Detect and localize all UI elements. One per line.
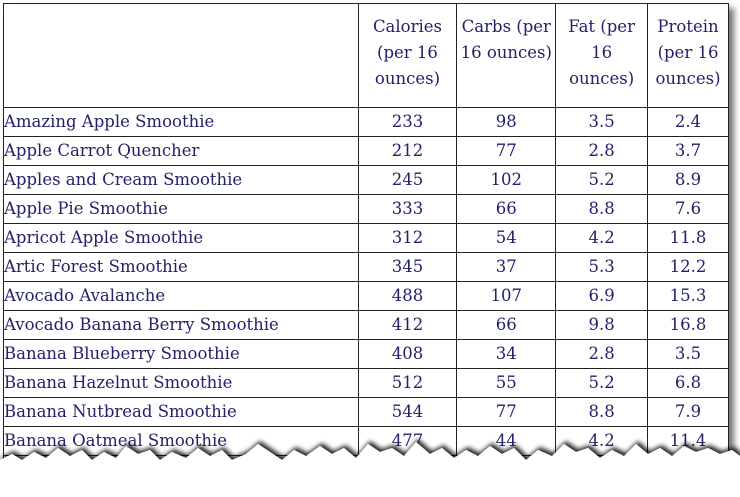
calories-value: 333 xyxy=(358,195,457,224)
smoothie-name: Artic Forest Smoothie xyxy=(4,253,359,282)
carbs-value: 34 xyxy=(457,340,556,369)
calories-value: 412 xyxy=(358,311,457,340)
protein-value: 7.9 xyxy=(648,398,729,427)
carbs-value: 55 xyxy=(457,369,556,398)
header-calories: Calories (per 16 ounces) xyxy=(358,4,457,108)
fat-value: 6.9 xyxy=(556,282,648,311)
fat-value: 4.2 xyxy=(556,427,648,456)
carbs-value: 37 xyxy=(457,253,556,282)
calories-value: 312 xyxy=(358,224,457,253)
carbs-value: 107 xyxy=(457,282,556,311)
smoothie-name: Avocado Banana Berry Smoothie xyxy=(4,311,359,340)
smoothie-name: Banana Blueberry Smoothie xyxy=(4,340,359,369)
smoothie-name: Banana Nutbread Smoothie xyxy=(4,398,359,427)
header-name-column xyxy=(4,4,359,108)
protein-value: 8.9 xyxy=(648,166,729,195)
table-row xyxy=(4,137,729,166)
table-row xyxy=(4,398,729,427)
table-row xyxy=(4,369,729,398)
smoothie-name: Avocado Avalanche xyxy=(4,282,359,311)
calories-value: 477 xyxy=(358,427,457,456)
fat-value: 3.5 xyxy=(556,108,648,137)
calories-value: 544 xyxy=(358,398,457,427)
carbs-value: 66 xyxy=(457,311,556,340)
table-row xyxy=(4,282,729,311)
protein-value: 11.8 xyxy=(648,224,729,253)
smoothie-name: Banana Hazelnut Smoothie xyxy=(4,369,359,398)
calories-value: 233 xyxy=(358,108,457,137)
table-row xyxy=(4,166,729,195)
fat-value: 5.2 xyxy=(556,166,648,195)
carbs-value: 77 xyxy=(457,137,556,166)
calories-value: 245 xyxy=(358,166,457,195)
fat-value: 8.8 xyxy=(556,398,648,427)
fat-value: 4.2 xyxy=(556,224,648,253)
calories-value: 512 xyxy=(358,369,457,398)
smoothie-name: Apple Carrot Quencher xyxy=(4,137,359,166)
table-row xyxy=(4,311,729,340)
fat-value: 5.2 xyxy=(556,369,648,398)
document-page xyxy=(3,3,729,491)
protein-value: 6.8 xyxy=(648,369,729,398)
smoothie-name: Apple Pie Smoothie xyxy=(4,195,359,224)
smoothie-nutrition-table xyxy=(3,3,729,485)
fat-value: 2.8 xyxy=(556,340,648,369)
calories-value: 212 xyxy=(358,137,457,166)
protein-value: 7.6 xyxy=(648,195,729,224)
fat-value: 2.8 xyxy=(556,137,648,166)
fat-value: 9.8 xyxy=(556,311,648,340)
table-row xyxy=(4,340,729,369)
fat-value: 5.3 xyxy=(556,253,648,282)
smoothie-name: Banana Oatmeal Smoothie xyxy=(4,427,359,456)
calories-value: 488 xyxy=(358,282,457,311)
smoothie-name: Amazing Apple Smoothie xyxy=(4,108,359,137)
calories-value: 408 xyxy=(358,340,457,369)
carbs-value: 44 xyxy=(457,427,556,456)
carbs-value: 98 xyxy=(457,108,556,137)
protein-value: 15.3 xyxy=(648,282,729,311)
fat-value: 8.8 xyxy=(556,195,648,224)
table-row xyxy=(4,108,729,137)
protein-value: 2.4 xyxy=(648,108,729,137)
protein-value: 11.4 xyxy=(648,427,729,456)
smoothie-name: Apricot Apple Smoothie xyxy=(4,224,359,253)
carbs-value: 102 xyxy=(457,166,556,195)
header-row xyxy=(4,4,729,108)
protein-value: 3.5 xyxy=(648,340,729,369)
header-carbs: Carbs (per 16 ounces) xyxy=(457,4,556,108)
protein-value: 16.8 xyxy=(648,311,729,340)
table-row xyxy=(4,253,729,282)
header-protein: Protein (per 16 ounces) xyxy=(648,4,729,108)
protein-value: 12.2 xyxy=(648,253,729,282)
carbs-value: 77 xyxy=(457,398,556,427)
calories-value: 345 xyxy=(358,253,457,282)
table-row xyxy=(4,224,729,253)
header-fat: Fat (per 16 ounces) xyxy=(556,4,648,108)
torn-paper-edge xyxy=(0,430,740,497)
carbs-value: 66 xyxy=(457,195,556,224)
carbs-value: 54 xyxy=(457,224,556,253)
smoothie-name: Apples and Cream Smoothie xyxy=(4,166,359,195)
table-row xyxy=(4,195,729,224)
protein-value: 3.7 xyxy=(648,137,729,166)
